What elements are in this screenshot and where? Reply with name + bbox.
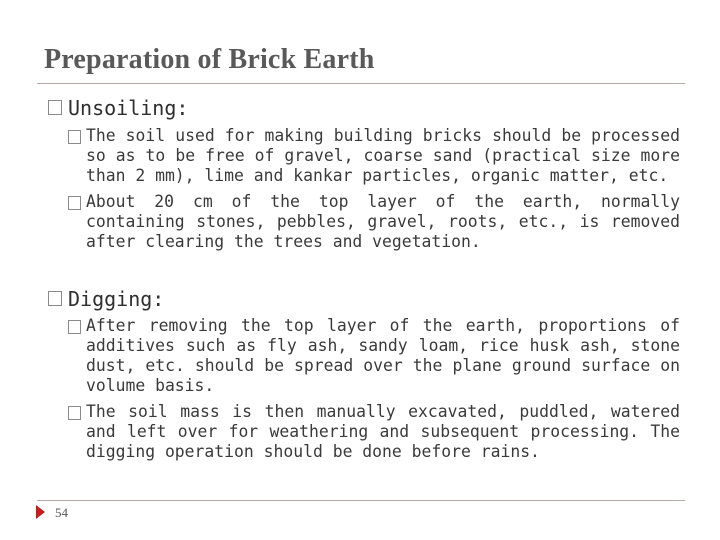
footer-divider	[37, 500, 685, 501]
play-arrow-icon	[36, 505, 45, 519]
bullet-item	[68, 316, 680, 396]
bullet-item	[68, 192, 680, 252]
bullet-item	[68, 126, 680, 186]
checkbox-bullet-icon	[68, 406, 81, 420]
checkbox-bullet-icon	[68, 130, 81, 144]
slide-number: 54	[55, 505, 68, 520]
section-heading-label: Digging:	[68, 287, 165, 311]
bullet-item	[68, 402, 680, 462]
slide-title: Preparation of Brick Earth	[44, 44, 375, 75]
bullet-text: The soil mass is then manually excavated, puddled, watered and left over for weathering and subsequent processing. The digging operation should be done before rains.	[86, 402, 680, 461]
bullet-text: The soil used for making building bricks should be processed so as to be free of gravel, coarse sand (practical size more than 2 mm), lime and kankar particles, organic matter, etc.	[86, 126, 680, 185]
bullet-text: About 20 cm of the top layer of the earth, normally containing stones, pebbles, gravel, roots, etc., is removed after clearing the trees and vegetation.	[86, 192, 680, 251]
checkbox-bullet-icon	[68, 320, 81, 334]
checkbox-bullet-icon	[48, 100, 62, 115]
checkbox-bullet-icon	[48, 291, 62, 306]
section-heading-digging	[48, 287, 164, 311]
section-heading-label: Unsoiling:	[68, 96, 189, 120]
checkbox-bullet-icon	[68, 196, 81, 210]
title-divider	[37, 83, 685, 84]
section-heading-unsoiling	[48, 96, 188, 120]
bullet-text: After removing the top layer of the earth, proportions of additives such as fly ash, sandy loam, rice husk ash, stone dust, etc. should be spread over the plane ground surface on volume basis.	[86, 316, 680, 395]
